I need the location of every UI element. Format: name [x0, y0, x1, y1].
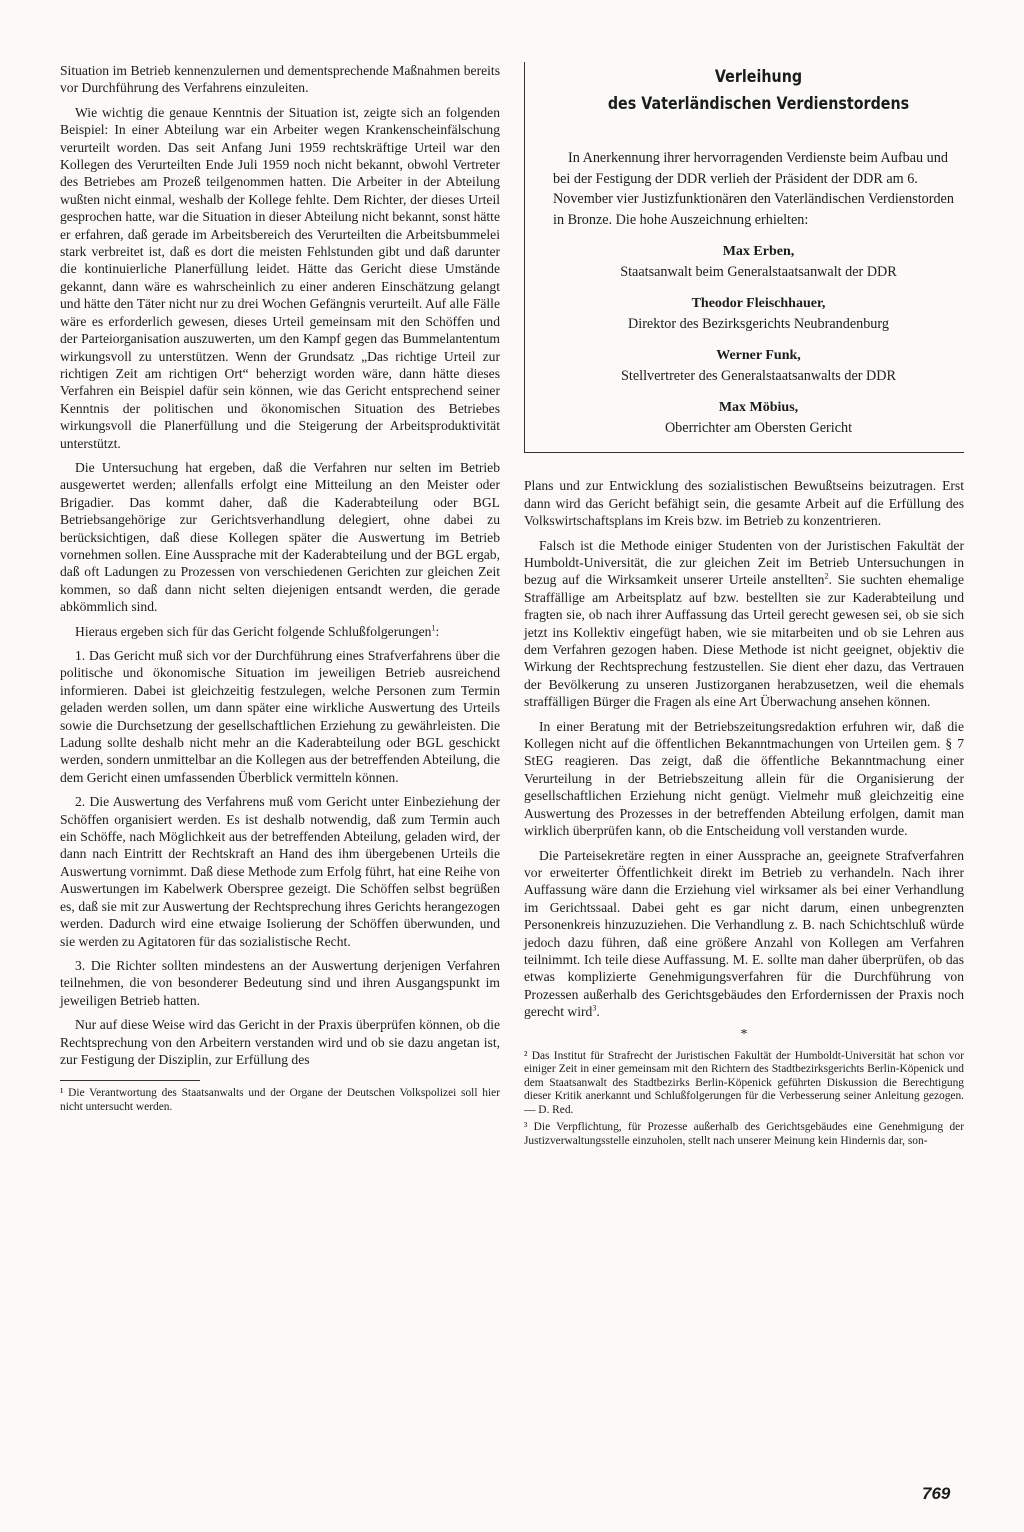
- paragraph: Wie wichtig die genaue Kenntnis der Situation ist, zeigte sich an folgenden Beispiel: In einer Abteilung war ein Arbeiter wegen Krankenscheinfälschung verurteilt worden. Das seit Anfang Juni 1959 rechtskräftige Urteil war den Kollegen des Verurteilten Ende Juli 1959 noch nicht bekannt, obwohl Vertreter des Betriebes am Prozeß teilgenommen hatten. Die Arbeiter in der Abteilung wußten nicht einmal, weshalb der Kollege fehlte. Dem Richter, der dieses Urteil gesprochen hatte, war die Situation in dieser Abteilung nicht bekannt, sonst hätte er erfahren, daß gerade im Arbeitsbereich des Verurteilten die Arbeitsbummelei stark verbreitet ist, daß es dort die meisten Fehlstunden gibt und daß darunter die kontinuierliche Planerfüllung leidet. Hätte das Gericht diese Umstände gekannt, dann wäre es wahrscheinlich zu einer anderen Einschätzung gelangt und hätte den Täter nicht nur zu drei Wochen Gefängnis verurteilt. Auf alle Fälle wäre es erforderlich gewesen, dieses Urteil gemeinsam mit den Schöffen und der Parteiorganisation auszuwerten, um den Kampf gegen das Bummelantentum wirkungsvoll zu unterstützen. Wenn der Grundsatz „Das richtige Urteil zur richtigen Zeit am richtigen Ort“ beherzigt worden wäre, dann hätte dieses Verfahren ein Beispiel dafür sein können, wie das Gericht entsprechend seiner Kenntnis der politischen und ökonomischen Situation des Betriebes wirkungsvoll die Planerfüllung und die Steigerung der Arbeitsproduktivität unterstützt.: [60, 104, 500, 451]
- footnote-3: ³ Die Verpflichtung, für Prozesse außerhalb des Gerichtsgebäudes eine Genehmigung der Justizverwaltungsstelle einzuholen, stellt nach unserer Meinung kein Hindernis dar, son-: [524, 1121, 964, 1147]
- footnote-ref: 2: [824, 571, 829, 581]
- footnote-divider: [60, 1080, 200, 1081]
- left-column: [60, 62, 500, 1114]
- box-title-line-1: Verleihung: [714, 67, 803, 87]
- point-2: 2. Die Auswertung des Verfahrens muß vom Gericht unter Einbeziehung der Schöffen organisiert werden. Es ist deshalb notwendig, daß zum Termin auch ein Schöffe, nach Möglichkeit aus der betreffenden Abteilung, geladen wird, der dann nach Eintritt der Rechtskraft an Hand des ihm übergebenen Urteils die Auswertung vornimmt. Daß diese Methode zum Erfolg führt, hat eine Reihe von Auswertungen im Kabelwerk Oberspree gezeigt. Die Schöffen selbst begrüßen es, daß sie mit zur Auswertung der Rechtsprechung ihres Gerichts herangezogen werden. Dadurch wird eine etwaige Isolierung der Schöffen überwunden, und sie werden zu Agitatoren für das sozialistische Recht.: [60, 794, 500, 949]
- conclusion-intro: Hieraus ergeben sich für das Gericht folgende Schlußfolgerungen$^1$:: [75, 623, 440, 639]
- recipient-role: Oberrichter am Obersten Gericht: [664, 420, 853, 437]
- point-3: 3. Die Richter sollten mindestens an der Auswertung derjenigen Verfahren teilnehmen, die von besonderer Bedeutung sind und ihren Ausgangspunkt im jeweiligen Betrieb hatten.: [60, 957, 500, 1008]
- footnote-ref: 3: [592, 1003, 597, 1013]
- box-intro: In Anerkennung ihrer hervorragenden Verdienste beim Aufbau und bei der Festigung der DDR verlieh der Präsident der DDR am 6. November vier Justizfunktionären den Vaterländischen Verdienstorden in Bronze. Die hohe Auszeichnung erhielten:: [553, 150, 954, 228]
- paragraph: Plans und zur Entwicklung des sozialistischen Bewußtseins beizutragen. Erst dann wird das Gericht befähigt sein, die gesamte Arbeit auf die Erfüllung des Volkswirtschaftsplans im Kreis bzw. im Betrieb zu konzentrieren.: [524, 478, 964, 529]
- paragraph: Falsch ist die Methode einiger Studenten von der Juristischen Fakultät der Humboldt-Universität, die zur gleichen Zeit im Betrieb Untersuchungen in bezug auf die Wirksamkeit unserer Urteile anstellten$^2$. Sie suchten ehemalige Straffällige am Arbeitsplatz auf bzw. bestellten sie zur Kaderabteilung und fragten sie, ob nach ihrer Auffassung das Urteil gerecht gewesen sei, ob sie sich jetzt ins Kollektiv eingefügt haben, wie sie mitarbeiten und ob sie Lehren aus dem Verfahren gezogen haben. Diese Methode ist nicht geeignet, objektiv die Wirkung der Rechtsprechung festzustellen. Sie dient eher dazu, das Vertrauen der Bevölkerung zu unseren Justizorganen herabzusetzen, weil die ehemals straffälligen Bürger die Fragen als eine Art Überwachung ansehen können.: [524, 537, 964, 710]
- point-1: 1. Das Gericht muß sich vor der Durchführung eines Strafverfahrens über die politische und ökonomische Situation im jeweiligen Betrieb ausreichend informieren. Dabei ist gleichzeitig festzulegen, welche Personen zum Termin geladen werden sollen, um dann später eine wirkliche Auswertung des Urteils sowie die Durchsetzung der gesellschaftlichen Erziehung zu gewährleisten. Die Ladung sollte deshalb nicht mehr an die Kaderabteilung oder BGL geschickt werden, sondern unmittelbar an die Kollegen aus der betreffenden Abteilung, die dem Gericht einen umfassenden Überblick vermitteln können.: [60, 648, 500, 785]
- recipient: [553, 346, 964, 386]
- paragraph: In einer Beratung mit der Betriebszeitungsredaktion erfuhren wir, daß die Kollegen nicht auf die öffentlichen Bekanntmachungen von Urteilen gem. § 7 StEG reagieren. Das zeigt, daß die öffentliche Bekanntmachung einer Verurteilung in der Betriebszeitung allein für die Organisierung der gesellschaftlichen Erziehung nicht genügt. Vielmehr muß gleichzeitig eine Auswertung des Prozesses in der betreffenden Abteilung erfolgen, damit man wirklich überprüfen kann, ob die Entscheidung voll verstanden wurde.: [524, 718, 964, 839]
- recipient: [553, 242, 964, 282]
- right-column: [524, 62, 964, 1148]
- footnote-1: ¹ Die Verantwortung des Staatsanwalts und der Organe der Deutschen Volkspolizei soll hier nicht untersucht werden.: [60, 1087, 500, 1113]
- paragraph: Situation im Betrieb kennenzulernen und dementsprechende Maßnahmen bereits vor Durchführung des Verfahrens einzuleiten.: [60, 63, 500, 96]
- recipient: [553, 398, 964, 438]
- section-separator: *: [740, 1026, 748, 1042]
- recipient: [553, 294, 964, 334]
- recipient-role: Direktor des Bezirksgerichts Neubrandenburg: [628, 316, 889, 333]
- award-box: [524, 62, 964, 453]
- footnotes: [60, 1087, 500, 1114]
- recipient-role: Stellvertreter des Generalstaatsanwalts der DDR: [621, 368, 896, 385]
- box-title-line-2: des Vaterländischen Verdienstordens: [607, 94, 910, 114]
- footnote-ref: 1: [431, 623, 436, 633]
- recipient-name: Theodor Fleischhauer,: [691, 296, 826, 312]
- recipient-name: Max Möbius,: [718, 400, 799, 416]
- footnote-2: ² Das Institut für Strafrecht der Juristischen Fakultät der Humboldt-Universität hat schon vor einiger Zeit in einer gemeinsam mit den Richtern des Stadtbezirksgerichts Berlin-Köpenick und dem Staatsanwalt des Stadtbezirks Berlin-Köpenick geführten Diskussion die Berechtigung dieser Kritik anerkannt und Schlußfolgerungen für die Verbesserung seiner Anleitung gezogen. — D. Red.: [524, 1049, 964, 1116]
- recipient-name: Max Erben,: [722, 244, 795, 260]
- recipient-name: Werner Funk,: [716, 348, 801, 364]
- paragraph: Nur auf diese Weise wird das Gericht in der Praxis überprüfen können, ob die Rechtsprechung von den Arbeitern verstanden wird und ob sie dazu angetan ist, zur Festigung der Disziplin, zur Erfüllung des: [60, 1017, 500, 1067]
- paragraph: Die Untersuchung hat ergeben, daß die Verfahren nur selten im Betrieb ausgewertet werden; allenfalls erfolgt eine Mitteilung an den Meister oder Brigadier. Das kommt daher, daß die Kaderabteilung oder BGL Betriebsangehörige zur Gerichtsverhandlung delegiert, ohne dabei zu berücksichtigen, daß diese Kollegen später die Auswertung im Betrieb vornehmen sollen. Eine Aussprache mit der Kaderabteilung und der BGL ergab, daß oft Ladungen zu Prozessen von verschiedenen Gerichten zur gleichen Zeit kommen, so daß dann nicht selten diejenigen entsandt werden, die gerade abkömmlich sind.: [60, 459, 500, 615]
- recipient-role: Staatsanwalt beim Generalstaatsanwalt der DDR: [620, 264, 897, 281]
- paragraph: Die Parteisekretäre regten in einer Aussprache an, geeignete Strafverfahren vor erweiterter Öffentlichkeit direkt im Betrieb zu verhandeln. Nach ihrer Auffassung wäre dann die Erziehung viel wirksamer als bei einer Verhandlung im Gerichtssaal. Dabei geht es gar nicht darum, einen unbegrenzten Personenkreis hinzuzuziehen. Die Verhandlung z. B. nach Schichtschluß würde jedoch dazu führen, daß eine größere Anzahl von Kollegen am Verfahren teilnimmt. Ich teile diese Auffassung. M. E. sollte man daher überprüfen, ob das etwas komplizierte Genehmigungsverfahren für die Durchführung von Prozessen außerhalb des Gerichtsgebäudes den Erfordernissen der Praxis noch gerecht wird$^3$.: [524, 847, 964, 1020]
- footnotes: [524, 1050, 964, 1149]
- page-number: 769: [922, 1484, 951, 1503]
